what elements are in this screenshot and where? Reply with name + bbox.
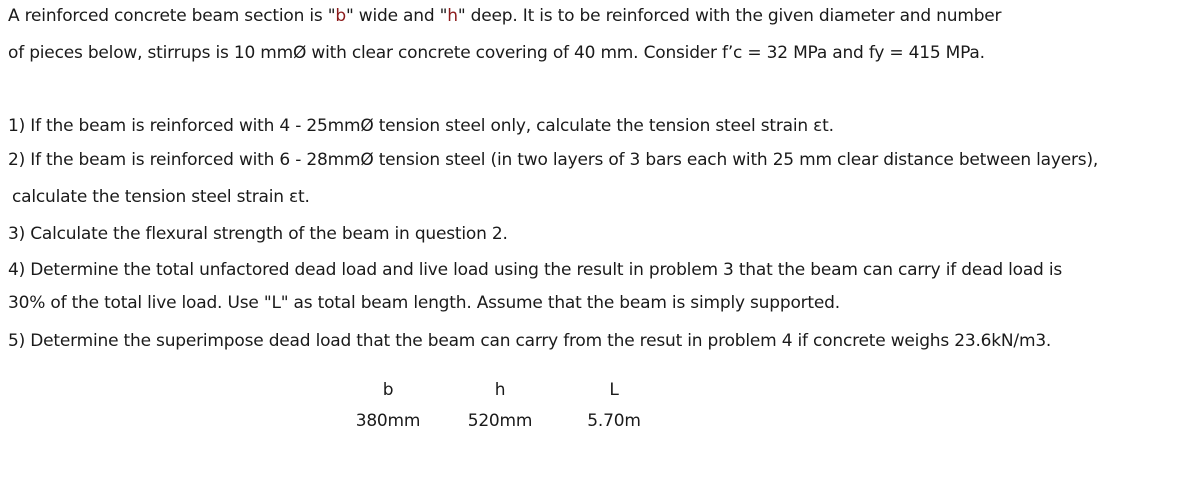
question-1: 1) If the beam is reinforced with 4 - 25mmØ tension steel only, calculate the tension steel strain εt. (8, 116, 834, 136)
table-value-h: 520mm (467, 411, 533, 431)
table-header-h: h (494, 380, 506, 400)
question-5: 5) Determine the superimpose dead load that the beam can carry from the resut in problem 4 if concrete weighs 23.6kN/m3. (8, 331, 1052, 351)
intro-line-2: of pieces below, stirrups is 10 mmØ with clear concrete covering of 40 mm. Consider f’c = 32 MPa and fy = 415 MPa. (8, 43, 985, 63)
intro-line-1-mid: " wide and " (345, 6, 448, 26)
variable-h: h (447, 6, 458, 26)
question-2-line-1: 2) If the beam is reinforced with 6 - 28mmØ tension steel (in two layers of 3 bars each with 25 mm clear distance between layers), (8, 150, 1099, 170)
question-4-line-2: 30% of the total live load. Use "L" as total beam length. Assume that the beam is simply supported. (8, 293, 840, 313)
question-2-line-2: calculate the tension steel strain εt. (12, 187, 310, 207)
question-3: 3) Calculate the flexural strength of the beam in question 2. (8, 224, 508, 244)
variable-b: b (335, 6, 346, 26)
question-4-line-1: 4) Determine the total unfactored dead load and live load using the result in problem 3 that the beam can carry if dead load is (8, 260, 1063, 280)
table-header-L: L (609, 380, 619, 400)
intro-line-1-pre: A reinforced concrete beam section is " (8, 6, 336, 26)
intro-line-1 (8, 6, 1001, 26)
table-header-b: b (382, 380, 394, 400)
table-value-b: 380mm (355, 411, 421, 431)
table-value-L: 5.70m (587, 411, 641, 431)
intro-line-1-post: " deep. It is to be reinforced with the given diameter and number (457, 6, 1002, 26)
